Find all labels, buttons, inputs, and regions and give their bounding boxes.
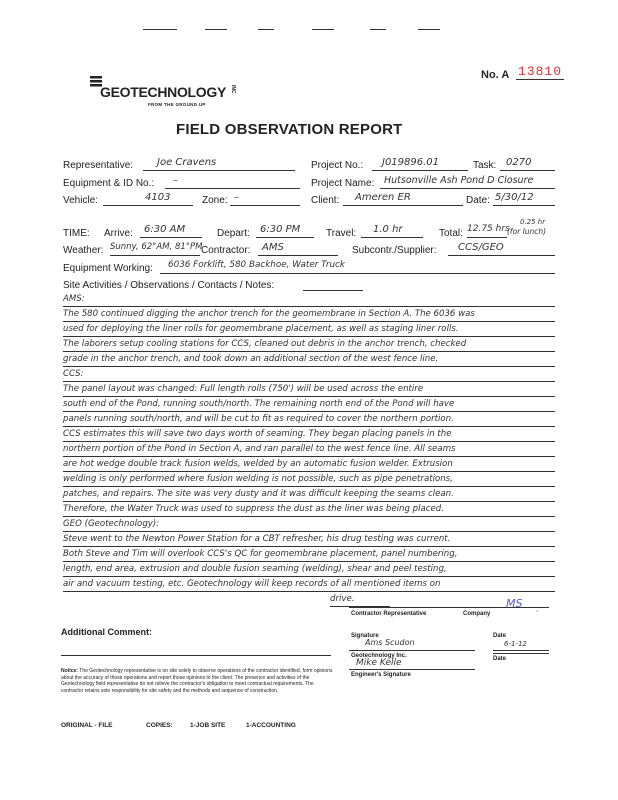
vehicle-field[interactable]: 4103 bbox=[103, 192, 193, 206]
equipment-working-field[interactable]: 6036 Forklift, 580 Backhoe, Water Truck bbox=[160, 260, 555, 274]
observation-line: northern portion of the Pond in Section A, and ran parallel to the west fence line. All seams bbox=[63, 443, 555, 457]
representative-field[interactable]: Joe Cravens bbox=[143, 157, 295, 171]
top-dash bbox=[312, 29, 334, 30]
weather-label: Weather: bbox=[63, 245, 104, 256]
observation-line: grade in the anchor trench, and took down an additional section of the west fence line. bbox=[63, 353, 555, 367]
travel-field[interactable]: 1.0 hr bbox=[361, 224, 423, 238]
equipment-id-label: Equipment & ID No.: bbox=[63, 178, 155, 189]
company-label: Company bbox=[463, 611, 491, 617]
top-dash bbox=[370, 29, 386, 30]
date-field[interactable]: 5/30/12 bbox=[493, 192, 555, 206]
weather-field[interactable]: Sunny, 62°AM, 81°PM bbox=[110, 242, 200, 256]
site-activities-line bbox=[303, 290, 363, 291]
observation-line: length, end area, extrusion and double fusion seaming (welding), shear and peel testing, bbox=[63, 563, 555, 577]
depart-label: Depart: bbox=[217, 228, 250, 239]
company-suffix: INC bbox=[230, 85, 236, 94]
observation-line: The panel layout was changed: Full length rolls (750') will be used across the entire bbox=[63, 383, 555, 397]
observation-line: The 580 continued digging the anchor trench for the geomembrane in Section A. The 6036 was bbox=[63, 308, 555, 322]
engineer-signature-line bbox=[349, 669, 475, 670]
engineer-date-label: Date bbox=[493, 656, 507, 662]
time-label: TIME: bbox=[63, 228, 90, 239]
equipment-id-field[interactable]: – bbox=[165, 175, 300, 189]
total-label: Total: bbox=[439, 228, 463, 239]
company-mark: ˇ bbox=[535, 610, 539, 618]
subcontr-field[interactable]: CCS/GEO bbox=[448, 242, 555, 256]
copy-accounting-label: 1-ACCOUNTING bbox=[246, 722, 296, 729]
date-label: Date: bbox=[466, 195, 490, 206]
company-field[interactable]: MS bbox=[506, 597, 523, 610]
signature-date-label: Date bbox=[493, 633, 507, 639]
equipment-working-label: Equipment Working: bbox=[63, 263, 153, 274]
observation-line: GEO (Geotechnology): bbox=[63, 518, 555, 532]
additional-comment-line[interactable] bbox=[61, 655, 331, 656]
report-number-label: No. A bbox=[481, 69, 510, 81]
notice-text: The Geotechnology representative is on site solely to observe operations of the contractor identified, form opinions about the accuracy of those operations and report those opinions to the client. The presence and activities of the Geotechnology field representative do not relieve the contractor's obligation to meet contractual requirements. The contractor retains sole responsibility for site safety and the methods and sequence of construction. bbox=[61, 668, 333, 694]
copy-job-site-label: 1-JOB SITE bbox=[190, 722, 226, 729]
project-no-label: Project No.: bbox=[311, 160, 364, 171]
site-activities-label: Site Activities / Observations / Contacts / Notes: bbox=[63, 280, 275, 291]
original-file-label: ORIGINAL - FILE bbox=[61, 722, 113, 729]
observation-line: The laborers setup cooling stations for CCS, cleaned out debris in the anchor trench, checked bbox=[63, 338, 555, 352]
engineer-signature-label: Engineer's Signature bbox=[351, 672, 411, 678]
signature-line bbox=[349, 650, 475, 651]
report-number: 13810 bbox=[518, 64, 563, 79]
contractor-field[interactable]: AMS bbox=[258, 242, 338, 256]
subcontr-label: Subcontr./Supplier: bbox=[352, 245, 437, 256]
zone-field[interactable]: – bbox=[230, 192, 300, 206]
project-no-field[interactable]: J019896.01 bbox=[372, 157, 468, 171]
arrive-label: Arrive: bbox=[104, 228, 133, 239]
top-dash bbox=[205, 29, 227, 30]
observation-line: panels running south/north, and will be cut to fit as required to cover the northern portion. bbox=[63, 413, 555, 427]
signature-label: Signature bbox=[351, 633, 379, 639]
observation-line: Therefore, the Water Truck was used to suppress the dust as the liner was being placed. bbox=[63, 503, 555, 517]
engineer-date-line[interactable] bbox=[493, 653, 549, 654]
zone-label: Zone: bbox=[202, 195, 228, 206]
notice-block bbox=[61, 668, 335, 694]
geotech-label: Geotechnology Inc. bbox=[351, 653, 407, 659]
task-field[interactable]: 0270 bbox=[500, 157, 555, 171]
observation-line: patches, and repairs. The site was very dusty and it was difficult keeping the seams clean. bbox=[63, 488, 555, 502]
page-title: FIELD OBSERVATION REPORT bbox=[176, 121, 403, 138]
engineer-signature-field[interactable]: Mike Kelle bbox=[356, 658, 402, 668]
arrive-field[interactable]: 6:30 AM bbox=[140, 224, 202, 238]
signature-date-line bbox=[493, 650, 549, 651]
copies-label: COPIES: bbox=[146, 722, 173, 729]
client-label: Client: bbox=[311, 195, 340, 206]
company-name: GEOTECHNOLOGY bbox=[100, 84, 226, 100]
travel-label: Travel: bbox=[326, 228, 357, 239]
observation-line: welding is only performed where fusion welding is not possible, such as pipe penetrations, bbox=[63, 473, 555, 487]
observation-line: used for deploying the liner rolls for geomembrane placement, as well as staging liner rolls. bbox=[63, 323, 555, 337]
total-note-bottom: (for lunch) bbox=[507, 227, 547, 236]
representative-label: Representative: bbox=[63, 160, 134, 171]
company-logo bbox=[90, 76, 240, 112]
observation-line: are hot wedge double track fusion welds, welded by an automatic fusion welder. Extrusion bbox=[63, 458, 555, 472]
project-name-label: Project Name: bbox=[311, 178, 375, 189]
top-dash bbox=[418, 29, 440, 30]
observation-line: CCS: bbox=[63, 368, 555, 382]
observation-line: Steve went to the Newton Power Station for a CBT refresher, his drug testing was current. bbox=[63, 533, 555, 547]
notice-heading: Notice: bbox=[61, 668, 78, 674]
contractor-label: Contractor: bbox=[201, 245, 251, 256]
observation-line: Both Steve and Tim will overlook CCS's QC for geomembrane placement, panel numbering, bbox=[63, 548, 555, 562]
total-field[interactable]: 12.75 hrs bbox=[467, 224, 507, 238]
top-dash bbox=[258, 29, 274, 30]
observation-line: air and vacuum testing, etc. Geotechnology will keep records of all mentioned items on bbox=[63, 578, 555, 592]
additional-comment-label: Additional Comment: bbox=[61, 627, 152, 637]
top-dash bbox=[143, 29, 177, 30]
total-note-top: 0.25 hr bbox=[520, 218, 546, 226]
observation-line: AMS: bbox=[63, 293, 555, 307]
observation-line: drive. bbox=[330, 593, 390, 607]
vehicle-label: Vehicle: bbox=[63, 195, 99, 206]
signature-date-field[interactable]: 6-1-12 bbox=[504, 640, 527, 648]
task-label: Task: bbox=[473, 160, 497, 171]
depart-field[interactable]: 6:30 PM bbox=[256, 224, 314, 238]
signature-field[interactable]: Ams Scudon bbox=[365, 638, 415, 647]
observation-line: CCS estimates this will save two days worth of seaming. They began placing panels in the bbox=[63, 428, 555, 442]
client-field[interactable]: Ameren ER bbox=[343, 192, 463, 206]
company-tagline: FROM THE GROUND UP bbox=[148, 102, 206, 107]
contractor-rep-label: Contractor Representative bbox=[351, 611, 427, 617]
observation-line: south end of the Pond, running south/north. The remaining north end of the Pond will have bbox=[63, 398, 555, 412]
project-name-field[interactable]: Hutsonville Ash Pond D Closure bbox=[380, 175, 555, 189]
